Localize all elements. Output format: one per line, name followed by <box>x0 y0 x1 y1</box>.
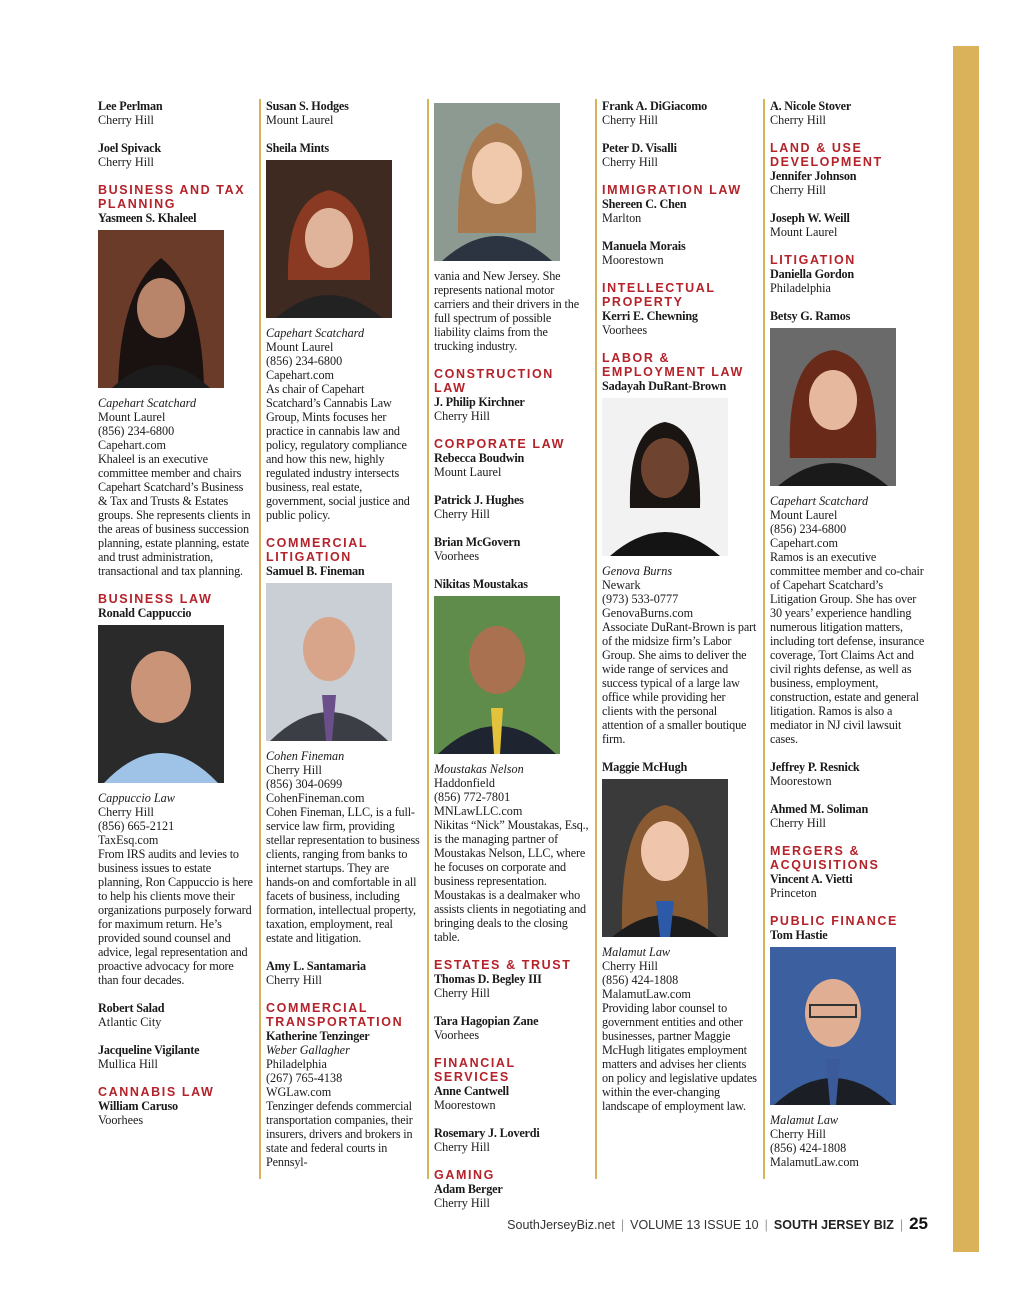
lawyer-name: Ronald Cappuccio <box>98 606 192 620</box>
category-heading: COMMERCIAL TRANSPORTATION <box>266 1001 404 1029</box>
lawyer-city: Voorhees <box>434 1028 480 1042</box>
lawyer-photo <box>602 779 728 937</box>
lawyer-name: Shereen C. Chen <box>602 197 687 211</box>
category-heading: BUSINESS LAW <box>98 592 213 606</box>
lawyer-name: Daniella Gordon <box>770 267 855 281</box>
lawyer-entry <box>434 1182 589 1210</box>
lawyer-name: Ahmed M. Soliman <box>770 802 869 816</box>
column-5 <box>770 99 925 1183</box>
lawyer-name: J. Philip Kirchner <box>434 395 525 409</box>
lawyer-entry <box>602 197 757 225</box>
lawyer-city: Mount Laurel <box>266 340 334 354</box>
lawyer-city: Mount Laurel <box>434 465 502 479</box>
lawyer-entry <box>602 239 757 267</box>
lawyer-city: Cherry Hill <box>770 1127 826 1141</box>
lawyer-website: CohenFineman.com <box>266 791 365 805</box>
lawyer-profile <box>266 564 421 945</box>
lawyer-entry <box>434 493 589 521</box>
lawyer-name: Katherine Tenzinger <box>266 1029 370 1043</box>
lawyer-phone: (856) 234-6800 <box>770 522 847 536</box>
lawyer-entry <box>770 267 925 295</box>
lawyer-bio: Associate DuRant-Brown is part of the midsize firm’s Labor Group. She aims to deliver the wide range of services and success typical of a large law office while providing her clients with the personal attention of a smaller boutique firm. <box>602 620 757 746</box>
lawyer-entry <box>602 309 757 337</box>
lawyer-city: Cherry Hill <box>602 959 658 973</box>
lawyer-city: Cherry Hill <box>434 1196 490 1210</box>
lawyer-photo <box>98 230 224 388</box>
lawyer-photo <box>770 947 896 1105</box>
lawyer-entry <box>434 395 589 423</box>
lawyer-name: Nikitas Moustakas <box>434 577 528 591</box>
lawyer-profile <box>770 928 925 1169</box>
lawyer-firm: Genova Burns <box>602 564 673 578</box>
category-heading: PUBLIC FINANCE <box>770 914 898 928</box>
column-2 <box>266 99 421 1183</box>
lawyer-entry <box>266 99 421 127</box>
lawyer-photo <box>434 596 560 754</box>
lawyer-phone: (973) 533-0777 <box>602 592 679 606</box>
lawyer-firm: Cappuccio Law <box>98 791 175 805</box>
lawyer-photo <box>98 625 224 783</box>
category-heading: CANNABIS LAW <box>98 1085 215 1099</box>
lawyer-city: Cherry Hill <box>434 986 490 1000</box>
category-heading: ESTATES & TRUST <box>434 958 572 972</box>
lawyer-name: A. Nicole Stover <box>770 99 852 113</box>
lawyer-entry <box>98 141 253 169</box>
lawyer-name: Sadayah DuRant-Brown <box>602 379 727 393</box>
category-heading: LABOR & EMPLOYMENT LAW <box>602 351 744 379</box>
lawyer-photo <box>602 398 728 556</box>
lawyer-name: Amy L. Santamaria <box>266 959 366 973</box>
column-divider <box>595 99 597 1179</box>
footer-magazine: SOUTH JERSEY BIZ <box>773 1218 894 1232</box>
lawyer-firm: Moustakas Nelson <box>434 762 524 776</box>
lawyer-profile <box>602 379 757 746</box>
lawyer-city: Mount Laurel <box>770 508 838 522</box>
lawyer-entry <box>602 141 757 169</box>
lawyer-city: Moorestown <box>602 253 664 267</box>
lawyer-phone: (856) 304-0699 <box>266 777 343 791</box>
lawyer-bio-continued <box>434 269 589 353</box>
lawyer-website: MalamutLaw.com <box>770 1155 859 1169</box>
page-number: 25 <box>909 1214 928 1233</box>
lawyer-name: Yasmeen S. Khaleel <box>98 211 197 225</box>
lawyer-firm: Cohen Fineman <box>266 749 345 763</box>
lawyer-name: Samuel B. Fineman <box>266 564 365 578</box>
lawyer-city: Voorhees <box>98 1113 144 1127</box>
lawyer-city: Cherry Hill <box>770 183 826 197</box>
lawyer-profile <box>266 141 421 522</box>
gold-side-bar <box>953 46 979 1252</box>
lawyer-name: Rebecca Boudwin <box>434 451 525 465</box>
lawyer-phone: (856) 424-1808 <box>770 1141 847 1155</box>
page-footer: SouthJerseyBiz.net | VOLUME 13 ISSUE 10 | SOUTH JERSEY BIZ | 25 <box>507 1214 928 1233</box>
lawyer-entry <box>770 802 925 830</box>
lawyer-entry <box>98 1043 253 1071</box>
lawyer-name: Adam Berger <box>434 1182 503 1196</box>
lawyer-city: Haddonfield <box>434 776 495 790</box>
lawyer-phone: (856) 665-2121 <box>98 819 175 833</box>
lawyer-website: Capehart.com <box>266 368 335 382</box>
lawyer-city: Moorestown <box>434 1098 496 1112</box>
lawyer-phone: (856) 772-7801 <box>434 790 511 804</box>
lawyer-city: Cherry Hill <box>266 763 322 777</box>
lawyer-name: Betsy G. Ramos <box>770 309 851 323</box>
lawyer-name: Maggie McHugh <box>602 760 688 774</box>
lawyer-profile <box>98 606 253 987</box>
lawyer-website: MalamutLaw.com <box>602 987 691 1001</box>
footer-site: SouthJerseyBiz.net <box>507 1218 615 1232</box>
lawyer-city: Mount Laurel <box>98 410 166 424</box>
lawyer-name: Tom Hastie <box>770 928 828 942</box>
lawyer-name: Rosemary J. Loverdi <box>434 1126 540 1140</box>
lawyer-name: Joseph W. Weill <box>770 211 850 225</box>
lawyer-name: Robert Salad <box>98 1001 165 1015</box>
lawyer-website: Capehart.com <box>98 438 167 452</box>
lawyer-firm: Capehart Scatchard <box>770 494 869 508</box>
lawyer-website: GenovaBurns.com <box>602 606 694 620</box>
lawyer-city: Marlton <box>602 211 642 225</box>
lawyer-phone: (856) 234-6800 <box>266 354 343 368</box>
lawyer-bio: As chair of Capehart Scatchard’s Cannabis Law Group, Mints focuses her practice in cannabis law and policy, regulatory compliance and how this new, highly regulated industry intersects business, real estate, government, social justice and public policy. <box>266 382 410 522</box>
lawyer-city: Cherry Hill <box>98 113 154 127</box>
lawyer-city: Cherry Hill <box>602 113 658 127</box>
lawyer-profile <box>266 1029 421 1169</box>
lawyer-bio: Nikitas “Nick” Moustakas, Esq., is the managing partner of Moustakas Nelson, LLC, where he focuses on corporate and business representation. Moustakas is a dealmaker who assists clients in negotiating and bringing deals to the closing table. <box>434 818 589 944</box>
lawyer-entry <box>434 1084 589 1112</box>
lawyer-entry <box>770 99 925 127</box>
lawyer-bio: Tenzinger defends commercial transportation companies, their insurers, drivers and brokers in state and federal courts in Pennsyl- <box>266 1099 413 1169</box>
lawyer-entry <box>770 760 925 788</box>
lawyer-city: Atlantic City <box>98 1015 162 1029</box>
column-divider <box>259 99 261 1179</box>
category-heading: LAND & USE DEVELOPMENT <box>770 141 883 169</box>
lawyer-profile <box>434 577 589 944</box>
lawyer-name: Anne Cantwell <box>434 1084 509 1098</box>
lawyer-name: Patrick J. Hughes <box>434 493 524 507</box>
lawyer-name: Peter D. Visalli <box>602 141 677 155</box>
lawyer-photo <box>266 160 392 318</box>
lawyer-city: Mount Laurel <box>770 225 838 239</box>
lawyer-name: Frank A. DiGiacomo <box>602 99 708 113</box>
lawyer-city: Cherry Hill <box>98 805 154 819</box>
lawyer-firm: Malamut Law <box>770 1113 839 1127</box>
lawyer-city: Princeton <box>770 886 817 900</box>
lawyer-city: Philadelphia <box>266 1057 327 1071</box>
lawyer-city: Mount Laurel <box>266 113 334 127</box>
lawyer-city: Voorhees <box>434 549 480 563</box>
lawyer-entry <box>770 872 925 900</box>
column-divider <box>763 99 765 1179</box>
lawyer-city: Cherry Hill <box>770 113 826 127</box>
lawyer-website: Capehart.com <box>770 536 839 550</box>
column-4 <box>602 99 757 1127</box>
lawyer-firm: Capehart Scatchard <box>98 396 197 410</box>
column-divider <box>427 99 429 1179</box>
lawyer-name: Brian McGovern <box>434 535 521 549</box>
lawyer-bio: Cohen Fineman, LLC, is a full-service law firm, providing stellar representation to business clients, ranging from banks to internet startups. They are hands-on and comfortable in all facets of business, including formation, intellectual property, taxation, employment, real estate and litigation. <box>266 805 420 945</box>
lawyer-bio: From IRS audits and levies to business issues to estate planning, Ron Cappuccio is here to help his clients move their organizations purposely forward for maximum return. He’s provided sound counsel and advice, legal representation and proactive advocacy for more than four decades. <box>98 847 253 987</box>
lawyer-city: Cherry Hill <box>98 155 154 169</box>
category-heading: IMMIGRATION LAW <box>602 183 742 197</box>
lawyer-city: Cherry Hill <box>770 816 826 830</box>
lawyer-city: Cherry Hill <box>434 507 490 521</box>
lawyer-firm: Weber Gallagher <box>266 1043 350 1057</box>
category-heading: CORPORATE LAW <box>434 437 565 451</box>
lawyer-name: Jennifer Johnson <box>770 169 857 183</box>
lawyer-firm: Malamut Law <box>602 945 671 959</box>
lawyer-name: Tara Hagopian Zane <box>434 1014 539 1028</box>
column-3 <box>434 99 589 1224</box>
lawyer-entry <box>98 1099 253 1127</box>
lawyer-name: Jeffrey P. Resnick <box>770 760 860 774</box>
lawyer-entry <box>434 1126 589 1154</box>
category-heading: INTELLECTUAL PROPERTY <box>602 281 716 309</box>
lawyer-city: Mullica Hill <box>98 1057 158 1071</box>
lawyer-profile <box>770 309 925 746</box>
lawyer-name: Manuela Morais <box>602 239 686 253</box>
lawyer-city: Moorestown <box>770 774 832 788</box>
lawyer-photo <box>770 328 896 486</box>
lawyer-entry <box>434 535 589 563</box>
lawyer-name: Vincent A. Vietti <box>770 872 853 886</box>
lawyer-entry <box>602 99 757 127</box>
lawyer-name: Jacqueline Vigilante <box>98 1043 200 1057</box>
lawyer-entry <box>98 99 253 127</box>
lawyer-phone: (856) 424-1808 <box>602 973 679 987</box>
lawyer-name: Thomas D. Begley III <box>434 972 542 986</box>
lawyer-name: Sheila Mints <box>266 141 329 155</box>
lawyer-profile <box>602 760 757 1113</box>
lawyer-entry <box>98 1001 253 1029</box>
lawyer-entry <box>266 959 421 987</box>
lawyer-name: Susan S. Hodges <box>266 99 349 113</box>
lawyer-bio: Khaleel is an executive committee member and chairs Capehart Scatchard’s Business & Tax and Trusts & Estates groups. She represents clients in the areas of business succession planning, estate planning, estate and trust administration, transactional and tax planning. <box>98 452 251 578</box>
lawyer-city: Cherry Hill <box>266 973 322 987</box>
lawyer-city: Voorhees <box>602 323 648 337</box>
lawyer-city: Newark <box>602 578 641 592</box>
lawyer-city: Philadelphia <box>770 281 831 295</box>
category-heading: MERGERS & ACQUISITIONS <box>770 844 880 872</box>
lawyer-name: Kerri E. Chewning <box>602 309 698 323</box>
footer-volume: VOLUME 13 ISSUE 10 <box>630 1218 759 1232</box>
lawyer-bio: Providing labor counsel to government entities and other businesses, partner Maggie McHugh litigates employment matters and advises her clients on policy and legislative updates within the ever-changing landscape of employment law. <box>602 1001 757 1113</box>
lawyer-city: Cherry Hill <box>602 155 658 169</box>
lawyer-website: MNLawLLC.com <box>434 804 523 818</box>
lawyer-name: Lee Perlman <box>98 99 163 113</box>
lawyer-entry <box>770 211 925 239</box>
lawyer-profile <box>98 211 253 578</box>
lawyer-entry <box>434 451 589 479</box>
lawyer-name: Joel Spivack <box>98 141 161 155</box>
lawyer-city: Cherry Hill <box>434 409 490 423</box>
category-heading: FINANCIAL SERVICES <box>434 1056 516 1084</box>
category-heading: GAMING <box>434 1168 495 1182</box>
lawyer-name: William Caruso <box>98 1099 178 1113</box>
lawyer-entry <box>434 1014 589 1042</box>
category-heading: BUSINESS AND TAX PLANNING <box>98 183 246 211</box>
lawyer-entry <box>770 169 925 197</box>
lawyer-bio: vania and New Jersey. She represents national motor carriers and their drivers in the full spectrum of possible liability claims from the trucking industry. <box>434 269 579 353</box>
column-1 <box>98 99 253 1141</box>
lawyer-website: WGLaw.com <box>266 1085 332 1099</box>
lawyer-entry <box>434 972 589 1000</box>
lawyer-photo <box>266 583 392 741</box>
lawyer-city: Cherry Hill <box>434 1140 490 1154</box>
lawyer-phone: (856) 234-6800 <box>98 424 175 438</box>
lawyer-photo <box>434 103 560 261</box>
lawyer-phone: (267) 765-4138 <box>266 1071 343 1085</box>
category-heading: COMMERCIAL LITIGATION <box>266 536 368 564</box>
category-heading: CONSTRUCTION LAW <box>434 367 554 395</box>
category-heading: LITIGATION <box>770 253 856 267</box>
lawyer-firm: Capehart Scatchard <box>266 326 365 340</box>
lawyer-bio: Ramos is an executive committee member and co-chair of Capehart Scatchard’s Litigation Group. She has over 30 years’ experience handling numerous litigation matters, including tort defense, insurance coverage, Tort Claims Act and civil rights defense, as well as business, employment, construction, estate and general litigation. Ramos is also a mediator in NJ civil lawsuit cases. <box>770 550 925 746</box>
lawyer-website: TaxEsq.com <box>98 833 159 847</box>
